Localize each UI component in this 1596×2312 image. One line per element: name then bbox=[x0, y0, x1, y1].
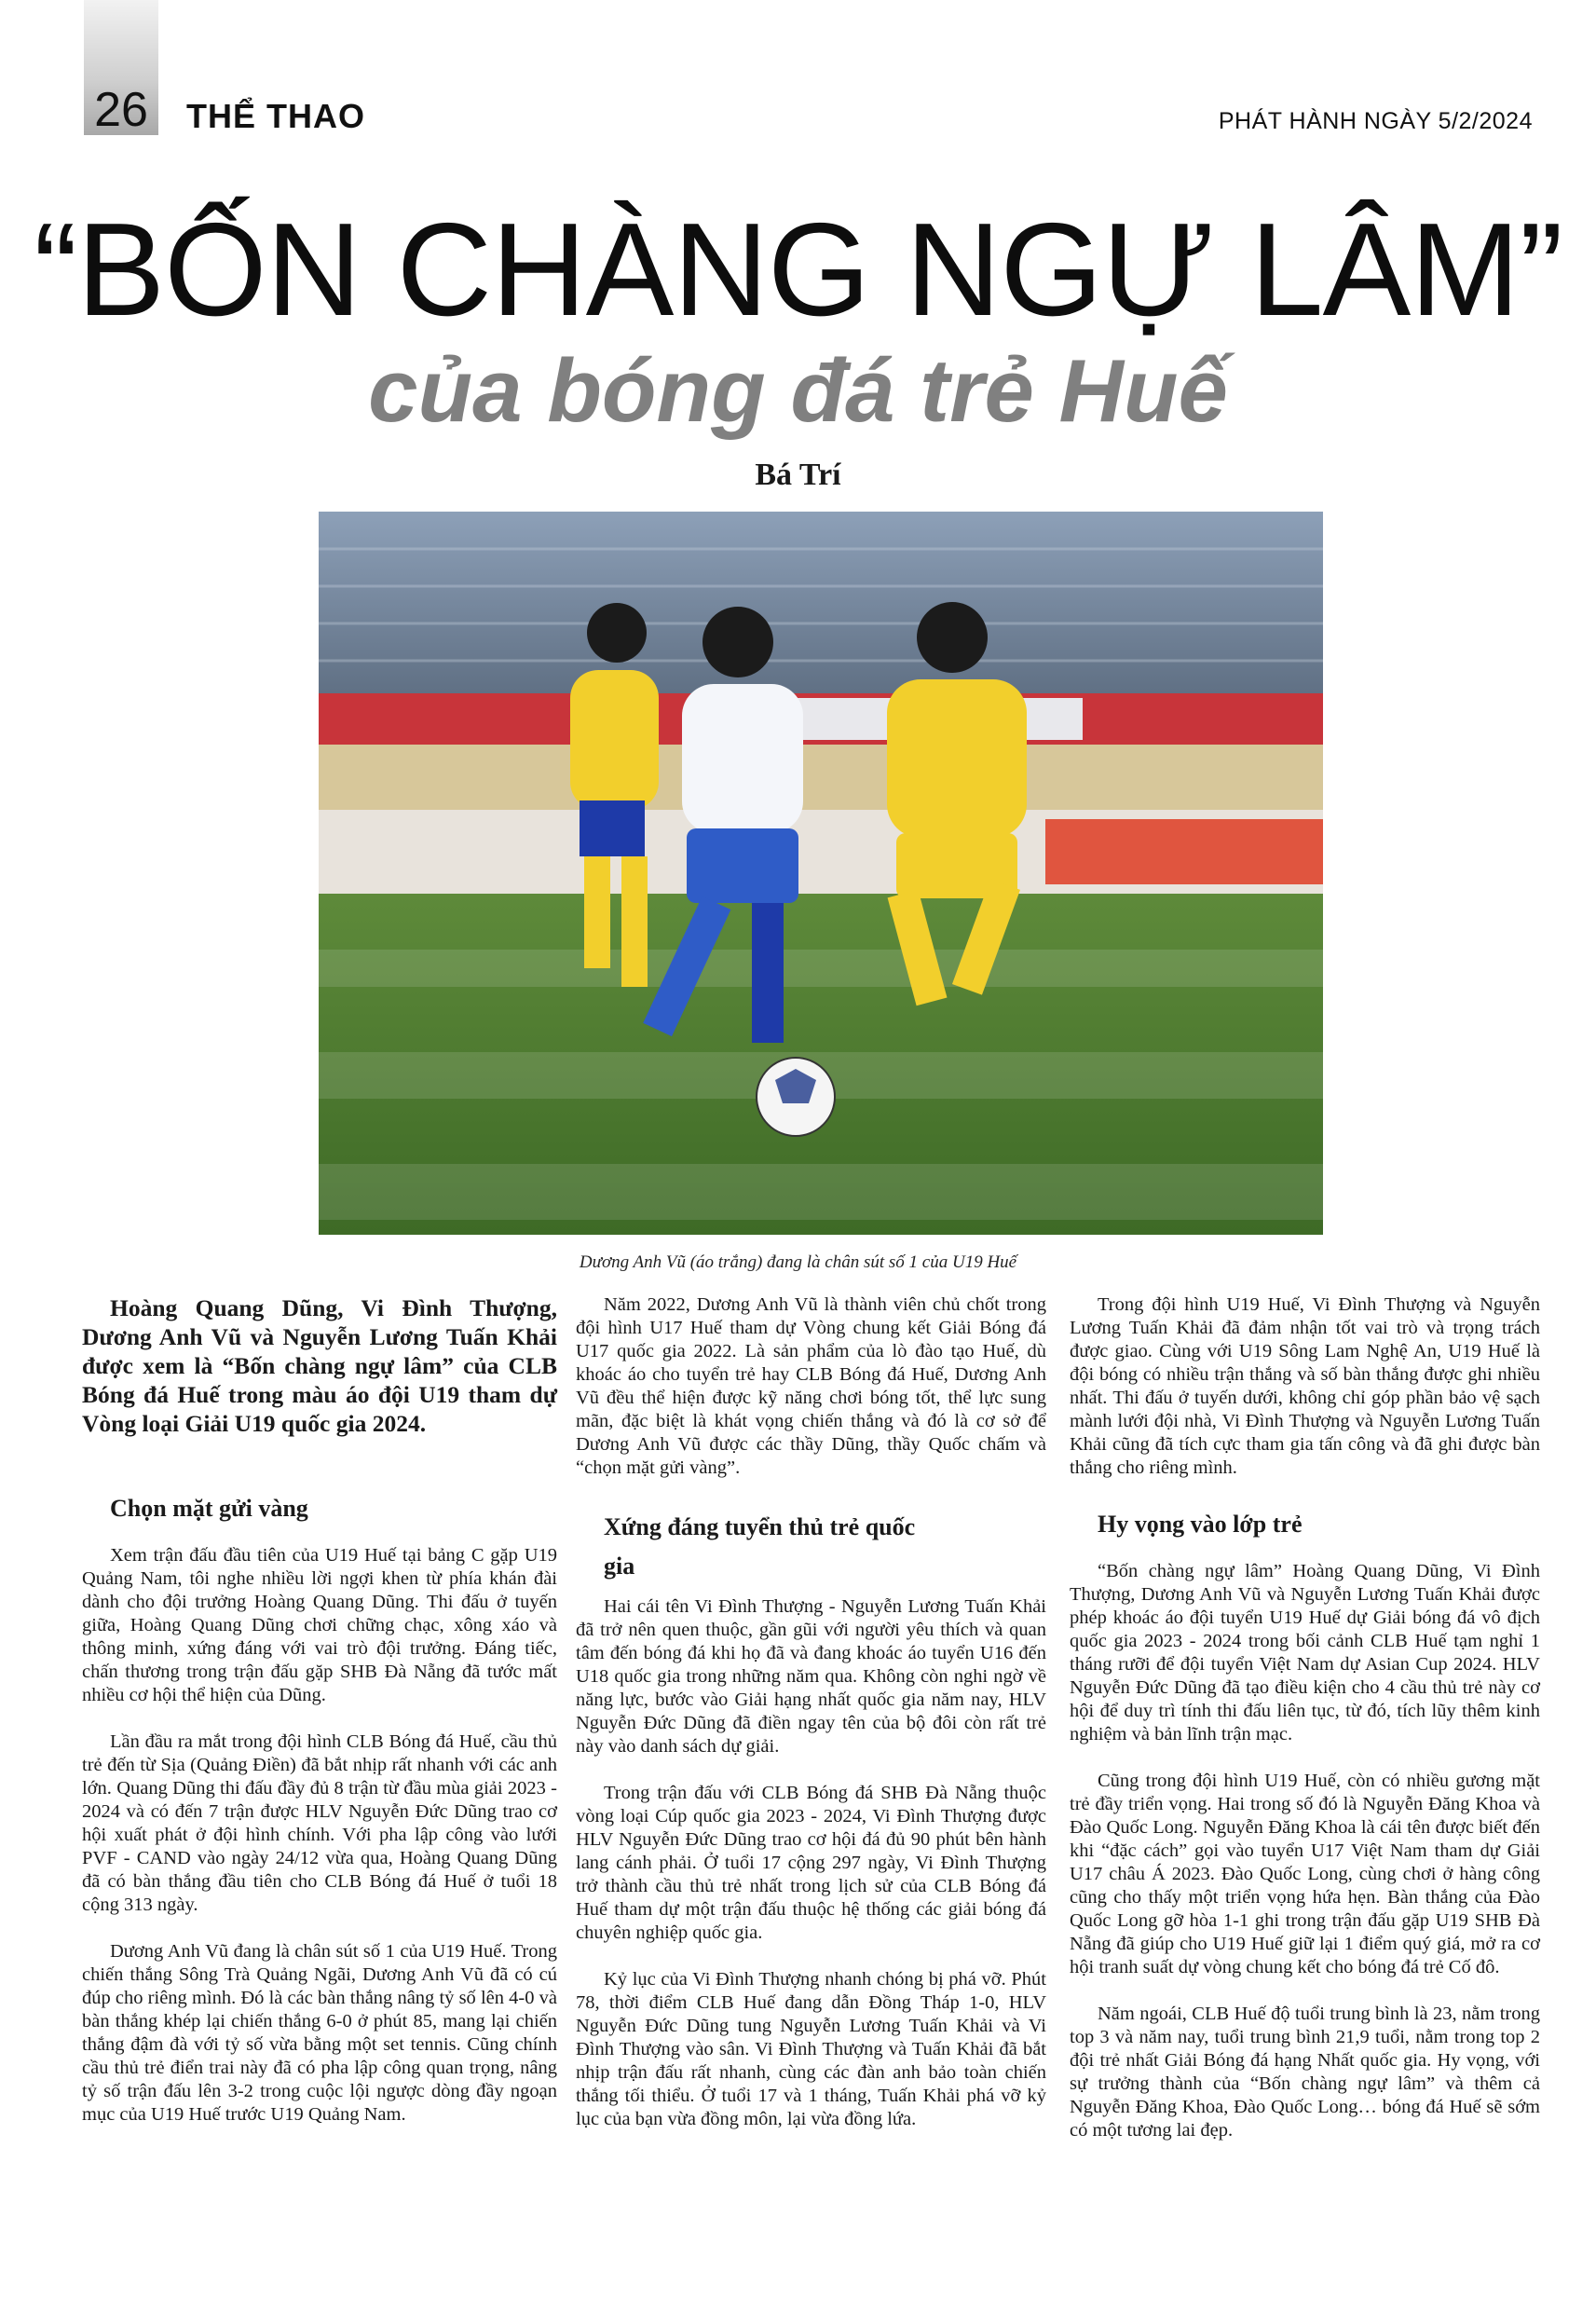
page-number: 26 bbox=[94, 83, 148, 137]
paragraph: Xem trận đấu đầu tiên của U19 Huế tại bảng C gặp U19 Quảng Nam, tôi nghe nhiều lời ngợi khen từ phía khán đài dành cho đội trưởng Hoàng Quang Dũng. Thi đấu ở tuyến giữa, Hoàng Quang Dũng chơi chững chạc, xông xáo và thông minh, xứng đáng với vai trò đội trưởng. Đáng tiếc, chấn thương trong trận đấu gặp SHB Đà Nẵng đã tước mất nhiều cơ hội thể hiện của Dũng. bbox=[82, 1545, 557, 1705]
subheading-chon-mat-gui-vang: Chọn mặt gửi vàng bbox=[110, 1495, 308, 1522]
article-column-3 bbox=[1070, 1293, 1540, 2166]
football-shape bbox=[757, 1058, 835, 1136]
subheading-hy-vong-vao-lop-tre: Hy vọng vào lớp trẻ bbox=[1098, 1511, 1303, 1538]
paragraph: Lần đầu ra mắt trong đội hình CLB Bóng đá Huế, cầu thủ trẻ đến từ Sịa (Quảng Điền) đã bắt nhịp rất nhanh với các anh lớn. Quang Dũng thi đấu đầy đủ 8 trận từ đầu mùa giải 2023 - 2024 và có đến 7 trận được HLV Nguyễn Đức Dũng trao cơ hội xuất phát ở đội hình chính. Với pha lập công vào lưới PVF - CAND vào ngày 24/12 vừa qua, Hoàng Quang Dũng đã có bàn thắng đầu tiên cho CLB Bóng đá Huế ở tuổi 18 cộng 313 ngày. bbox=[82, 1731, 557, 1915]
paragraph: “Bốn chàng ngự lâm” Hoàng Quang Dũng, Vi Đình Thượng, Dương Anh Vũ và Nguyễn Lương Tuấn Khải được phép khoác áo đội tuyển U19 Huế dự Giải bóng đá vô địch quốc gia 2023 - 2024 trong bối cảnh CLB Huế tạm nghỉ 1 tháng rưỡi để đội tuyển Việt Nam dự Asian Cup 2024. HLV Nguyễn Đức Dũng đã tạo điều kiện cho 4 cầu thủ trẻ này cơ hội để duy trì tính thi đấu liên tục, từ đó, tích lũy thêm kinh nghiệm và bản lĩnh trận mạc. bbox=[1070, 1561, 1540, 1744]
paragraph: Cũng trong đội hình U19 Huế, còn có nhiều gương mặt trẻ đầy triển vọng. Hai trong số đó là Nguyễn Đăng Khoa và Đào Quốc Long. Nguyễn Đăng Khoa là cái tên được biết đến khi “đặc cách” gọi vào tuyển U17 Việt Nam tham dự Giải U17 châu Á 2023. Đào Quốc Long, cùng chơi ở hàng công cũng cho thấy một triển vọng hứa hẹn. Bàn thắng của Đào Quốc Long gỡ hòa 1-1 ghi trong trận đấu gặp U19 SHB Đà Nẵng đã giúp cho U19 Huế giữ lại 1 điểm quý giá, mở ra cơ hội tranh suất dự vòng chung kết cho bóng đá trẻ Cố đô. bbox=[1070, 1771, 1540, 1977]
article-column-2 bbox=[576, 1293, 1046, 2155]
issue-date: PHÁT HÀNH NGÀY 5/2/2024 bbox=[1218, 108, 1533, 134]
section-title: THỂ THAO bbox=[186, 97, 365, 135]
paragraph: Kỷ lục của Vi Đình Thượng nhanh chóng bị phá vỡ. Phút 78, thời điểm CLB Huế đang dẫn Đồng Tháp 1-0, HLV Nguyễn Đức Dũng tung Nguyễn Lương Tuấn Khải và Vi Đình Thượng vào sân. Vi Đình Thượng và Tuấn Khải đã bắt nhịp trận đấu rất nhanh, cùng các đàn anh bảo toàn chiến thắng tối thiểu. Ở tuổi 17 và 1 tháng, Tuấn Khải phá vỡ kỷ lục của bạn vừa đồng môn, lại vừa đồng lứa. bbox=[576, 1969, 1046, 2129]
photo-caption: Dương Anh Vũ (áo trắng) đang là chân sút số 1 của U19 Huế bbox=[579, 1252, 1017, 1272]
paragraph: Trong đội hình U19 Huế, Vi Đình Thượng và Nguyễn Lương Tuấn Khải đã đảm nhận tốt vai trò và trọng trách được giao. Cùng với U19 Sông Lam Nghệ An, U19 Huế là đội bóng có nhiều trận thắng và số bàn thắng được ghi nhiều nhất. Thi đấu ở tuyến dưới, không chỉ góp phần bảo vệ sạch mành lưới đội nhà, Vi Đình Thượng và Nguyễn Lương Tuấn Khải cũng đã tích cực tham gia tấn công và đã ghi được bàn thắng cho riêng mình. bbox=[1070, 1294, 1540, 1478]
paragraph: Dương Anh Vũ đang là chân sút số 1 của U19 Huế. Trong chiến thắng Sông Trà Quảng Ngãi, Dương Anh Vũ đã có cú đúp cho riêng mình. Đó là các bàn thắng nâng tỷ số lên 4-0 và bàn thắng khép lại chiến thắng 6-0 ở phút 85, mang lại chiến thắng đậm đà với tỷ số vừa bằng một set tennis. Cũng chính cầu thủ trẻ điển trai này đã có pha lập công quan trọng, nâng tỷ số trận đấu lên 3-2 trong cuộc lội ngược dòng đầy ngoạn mục của U19 Huế trước U19 Quảng Nam. bbox=[82, 1941, 557, 2125]
football-match-photo bbox=[319, 512, 1323, 1235]
paragraph: Trong trận đấu với CLB Bóng đá SHB Đà Nẵng thuộc vòng loại Cúp quốc gia 2023 - 2024, Vi Đình Thượng được HLV Nguyễn Đức Dũng trao cơ hội đá đủ 90 phút bên hành lang cánh phải. Ở tuổi 17 cộng 297 ngày, Vi Đình Thượng trở thành cầu thủ trẻ nhất trong lịch sử của CLB Bóng đá Huế tham dự một trận đấu thuộc hệ thống các giải bóng đá chuyên nghiệp quốc gia. bbox=[576, 1783, 1046, 1943]
article-byline: Bá Trí bbox=[755, 458, 841, 492]
paragraph: Năm ngoái, CLB Huế độ tuổi trung bình là 23, nằm trong top 3 và năm nay, tuổi trung bình 21,9 tuổi, nằm trong top 2 đội trẻ nhất Giải Bóng đá hạng Nhất quốc gia. Hy vọng, với sự trưởng thành của “Bốn chàng ngự lâm” và thêm cả Nguyễn Đăng Khoa, Đào Quốc Long… bóng đá Huế sẽ sớm có một tương lai đẹp. bbox=[1070, 2004, 1540, 2141]
article-lead: Hoàng Quang Dũng, Vi Đình Thượng, Dương Anh Vũ và Nguyễn Lương Tuấn Khải được xem là “Bốn chàng ngự lâm” của CLB Bóng đá Huế trong màu áo đội U19 tham dự Vòng loại Giải U19 quốc gia 2024. bbox=[82, 1294, 557, 1437]
article-headline: “BỐN CHÀNG NGỰ LÂM” bbox=[34, 196, 1562, 344]
article-column-1 bbox=[82, 1293, 557, 2150]
paragraph: Hai cái tên Vi Đình Thượng - Nguyễn Lương Tuấn Khải đã trở nên quen thuộc, gần gũi với người yêu thích và quan tâm đến bóng đá khi họ đã và đang khoác áo tuyển U16 đến U18 quốc gia trong những năm qua. Không còn nghi ngờ về năng lực, bước vào Giải hạng nhất quốc gia năm nay, HLV Nguyễn Đức Dũng đã điền ngay tên của bộ đôi còn rất trẻ này vào danh sách dự giải. bbox=[576, 1596, 1046, 1757]
article-subheadline: của bóng đá trẻ Huế bbox=[368, 341, 1228, 441]
subheading-xung-dang-tuyen-thu: Xứng đáng tuyển thủ trẻ quốc gia bbox=[604, 1513, 916, 1580]
paragraph: Năm 2022, Dương Anh Vũ là thành viên chủ chốt trong đội hình U17 Huế tham dự Vòng chung kết Giải Bóng đá U17 quốc gia 2022. Là sản phẩm của lò đào tạo Huế, dù khoác áo cho tuyển trẻ hay CLB Bóng đá Huế, Dương Anh Vũ đều thể hiện được kỹ năng chơi bóng tốt, thể lực sung mãn, đặc biệt là khát vọng chiến thắng và đó là cơ sở để Dương Anh Vũ được các thầy Dũng, thầy Quốc chấm và “chọn mặt gửi vàng”. bbox=[576, 1294, 1046, 1478]
